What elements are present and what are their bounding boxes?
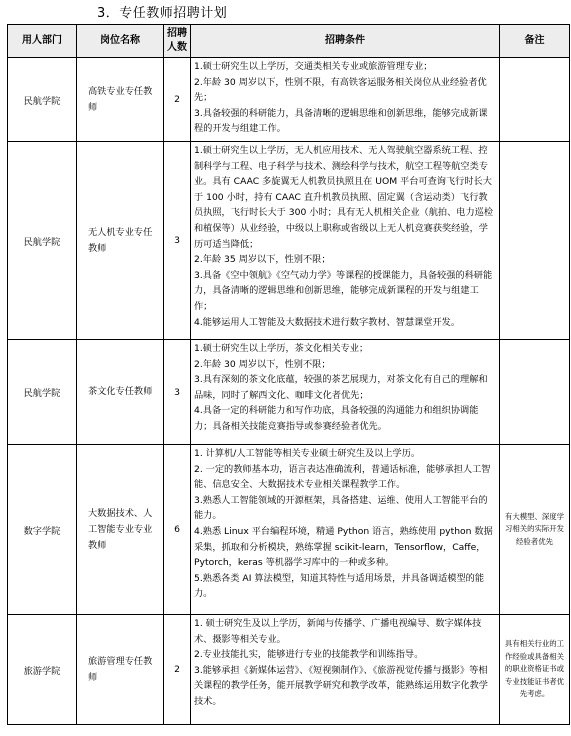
cell-count: 6 <box>164 445 191 615</box>
header-requirements: 招聘条件 <box>191 25 500 58</box>
cell-dept: 旅游学院 <box>8 615 77 725</box>
cell-dept: 数字学院 <box>8 445 77 615</box>
table-row <box>8 615 570 725</box>
cell-position: 茶文化专任教师 <box>77 340 164 445</box>
cell-note: 具有相关行业的工作经验或具备相关的职业资格证书或专业技能证书者优先考虑。 <box>500 615 570 725</box>
cell-dept: 民航学院 <box>8 58 77 142</box>
requirement-line: 3.具有深刻的茶文化底蕴，较强的茶艺展现力，对茶文化有自己的理解和品味，同时了解西文化、咖啡文化者优先； <box>194 374 488 401</box>
cell-requirements <box>191 142 500 340</box>
requirement-line: 2.年龄 35 周岁以下，性别不限； <box>194 254 331 266</box>
requirement-line: 2.年龄 30 周岁以下，性别不限，有高铁客运服务相关岗位从业经验者优先； <box>194 76 487 104</box>
requirement-line: 1.硕士研究生以上学历，交通类相关专业或旅游管理专业； <box>194 61 433 72</box>
requirement-line: 1. 计算机/人工智能等相关专业硕士研究生及以上学历。 <box>194 448 421 459</box>
cell-requirements <box>191 445 500 615</box>
requirement-line: 3.具备《空中领航》《空气动力学》等课程的授课能力，具备较强的科研能力，具备清晰的逻辑思维和创新思维，能够完成新课程的开发与组建工作； <box>194 269 493 312</box>
requirement-line: 1. 硕士研究生及以上学历，新闻与传播学、广播电视编导、数字媒体技术、摄影等相关专业。 <box>194 618 482 645</box>
header-dept: 用人部门 <box>8 25 77 58</box>
requirement-line: 3.熟悉人工智能领域的开源框架，具备搭建、运维、使用人工智能平台的能力。 <box>194 494 488 522</box>
cell-note <box>500 340 570 445</box>
table-row <box>8 58 570 142</box>
cell-position: 无人机专业专任教师 <box>77 142 164 340</box>
cell-requirements <box>191 58 500 142</box>
cell-count: 3 <box>164 340 191 445</box>
requirement-line: 2.年龄 30 周岁以下，性别不限； <box>194 358 331 370</box>
section-title: 3．专任教师招聘计划 <box>97 6 228 21</box>
cell-count: 3 <box>164 142 191 340</box>
requirement-line: 4.具备一定的科研能力和写作功底，具备较强的沟通能力和组织协调能力；具备相关技能竞赛指导或参赛经验者优先。 <box>194 405 479 432</box>
cell-note <box>500 142 570 340</box>
requirement-line: 4.能够运用人工智能及大数据技术进行数字教材、智慧课堂开发。 <box>194 316 461 328</box>
cell-dept: 民航学院 <box>8 142 77 340</box>
requirement-line: 4.熟悉 Linux 平台编程环境，精通 Python 语言，熟练使用 python 数据采集，抓取和分析模块，熟练掌握 scikit-learn，Tensorflow，Caffe，Pytorch，keras 等机器学习库中的一种或多种。 <box>194 525 493 569</box>
cell-dept: 民航学院 <box>8 340 77 445</box>
cell-requirements <box>191 615 500 725</box>
requirement-line: 1.硕士研究生以上学历，无人机应用技术、无人驾驶航空器系统工程、控制科学与工程、电子科学与技术、测绘科学与技术，航空工程等航空类专业。具有 CAAC 多旋翼无人机教员执照且在 UOM 平台可查询飞行时长大于 100 小时，持有 CAAC 直升机教员执照、固定翼（含运动类）飞行教员执照，飞行时长大于 300 小时；具有无人机相关企业（航拍、电力巡检和植保等）从业经验，中级以上职称或省级以上无人机竞赛获奖经验，学历可适当降低； <box>194 145 494 250</box>
cell-position: 大数据技术、人工智能专业专业教师 <box>77 445 164 615</box>
cell-position: 旅游管理专任教师 <box>77 615 164 725</box>
table-row <box>8 340 570 445</box>
header-note: 备注 <box>500 25 570 58</box>
cell-note: 有大模型、深度学习相关的实际开发经验者优先 <box>500 445 570 615</box>
requirement-line: 2.专业技能扎实，能够进行专业的技能教学和训练指导。 <box>194 649 424 661</box>
cell-note <box>500 58 570 142</box>
table-row <box>8 445 570 615</box>
cell-count: 2 <box>164 615 191 725</box>
table-header-row <box>8 25 570 58</box>
table-row <box>8 142 570 340</box>
requirement-line: 1.硕士研究生以上学历，茶文化相关专业； <box>194 343 369 354</box>
cell-requirements <box>191 340 500 445</box>
cell-position: 高铁专业专任教师 <box>77 58 164 142</box>
recruitment-table <box>7 24 570 725</box>
requirement-line: 3.能够承担《新媒体运营》、《短视频制作》、《旅游视觉传播与摄影》等相关课程的教学任务，能开展教学研究和教学改革，能熟练运用数字化教学技术。 <box>194 664 488 707</box>
header-count: 招聘人数 <box>164 25 191 58</box>
requirement-line: 5.熟悉各类 AI 算法模型，知道其特性与适用场景，并具备调适模型的能力。 <box>194 572 485 600</box>
requirement-line: 2. 一定的教师基本功，语言表达准确流利，普通话标准，能够承担人工智能、信息安全、大数据技术专业相关课程教学工作。 <box>194 463 491 491</box>
requirement-line: 3.具备较强的科研能力，具备清晰的逻辑思维和创新思维，能够完成新课程的开发与组建工作。 <box>194 107 488 135</box>
header-position: 岗位名称 <box>77 25 164 58</box>
cell-count: 2 <box>164 58 191 142</box>
